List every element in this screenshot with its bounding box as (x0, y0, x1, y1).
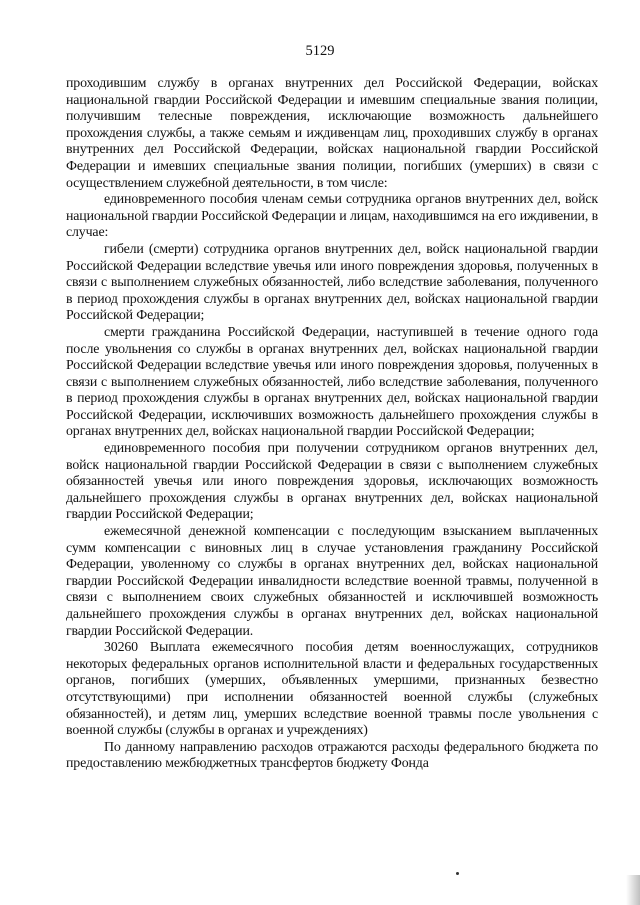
document-body (66, 76, 598, 773)
scan-edge-shadow (626, 875, 640, 905)
paragraph-lump-sum-family: единовременного пособия членам семьи сотрудника органов внутренних дел, войск национальной гвардии Российской Федерации и лицам, находившимся на его иждивении, в случае: (66, 192, 598, 241)
paragraph-expenses-direction: По данному направлению расходов отражаются расходы федерального бюджета по предоставлению межбюджетных трансфертов бюджету Фонда (66, 739, 598, 772)
paragraph-30260-heading: 30260 Выплата ежемесячного пособия детям военнослужащих, сотрудников некоторых федеральных органов исполнительной власти и федеральных государственных органов, погибших (умерших, объявленных умершими, признанных безвестно отсутствующими) при исполнении обязанностей военной службы (служебных обязанностей), и детям лиц, умерших вследствие военной травмы после увольнения с военной службы (службы в органах и учреждениях) (66, 640, 598, 739)
scan-speck (456, 872, 459, 875)
page-number: 5129 (305, 43, 335, 59)
paragraph-lump-sum-injury: единовременного пособия при получении сотрудником органов внутренних дел, войск национальной гвардии Российской Федерации в связи с выполнением служебных обязанностей увечья или иного повреждения здоровья, исключающих возможность дальнейшего прохождения службы в органах внутренних дел, войсках национальной гвардии Российской Федерации; (66, 441, 598, 523)
paragraph-continuation: проходившим службу в органах внутренних дел Российской Федерации, войсках национальной гвардии Российской Федерации и имевшим специальные звания полиции, получившим телесные повреждения, исключающие возможность дальнейшего прохождения службы, а также семьям и иждивенцам лиц, проходивших службу в органах внутренних дел Российской Федерации, войсках национальной гвардии Российской Федерации и имевших специальные звания полиции, погибших (умерших) в связи с осуществлением служебной деятельности, в том числе: (66, 76, 598, 191)
paragraph-death-of-officer: гибели (смерти) сотрудника органов внутренних дел, войск национальной гвардии Российской Федерации вследствие увечья или иного повреждения здоровья, полученных в связи с выполнением служебных обязанностей, либо вследствие заболевания, полученного в период прохождения службы в органах внутренних дел, войсках национальной гвардии Российской Федерации; (66, 241, 598, 324)
paragraph-death-after-dismissal: смерти гражданина Российской Федерации, наступившей в течение одного года после увольнения со службы в органах внутренних дел, войсках национальной гвардии Российской Федерации вследствие увечья или иного повреждения здоровья, полученных в связи с выполнением служебных обязанностей, либо вследствие заболевания, полученного в период прохождения службы в органах внутренних дел, войсках национальной гвардии Российской Федерации, исключивших возможность дальнейшего прохождения службы в органах внутренних дел, войсках национальной гвардии Российской Федерации; (66, 324, 598, 440)
paragraph-monthly-compensation: ежемесячной денежной компенсации с последующим взысканием выплаченных сумм компенсации с виновных лиц в случае установления гражданину Российской Федерации, уволенному со службы в органах внутренних дел, войсках национальной гвардии Российской Федерации инвалидности вследствие военной травмы, полученной в связи с выполнением своих служебных обязанностей и исключившей возможность дальнейшего прохождения службы в органах внутренних дел, войсках национальной гвардии Российской Федерации. (66, 524, 598, 639)
